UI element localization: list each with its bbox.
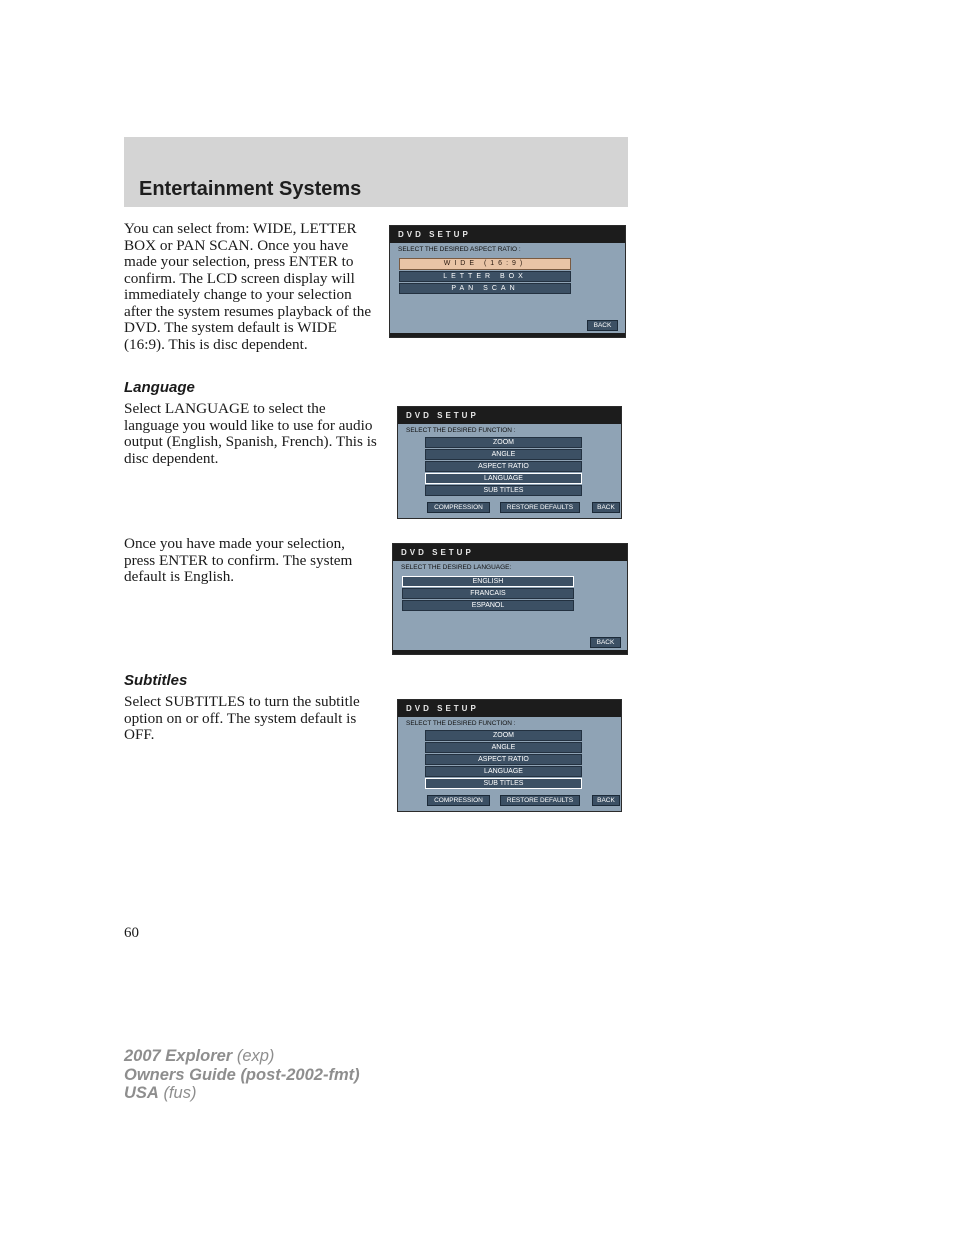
screen-title: DVD SETUP xyxy=(398,700,621,717)
aspect-ratio-paragraph: You can select from: WIDE, LETTER BOX or PAN SCAN. Once you have made your selection, press ENTER to confirm. The LCD screen display will immediately change to your selection after the system resumes playback of the DVD. The system default is WIDE (16:9). This is disc dependent. xyxy=(124,220,372,353)
page-number: 60 xyxy=(124,925,139,941)
option-aspect-ratio[interactable]: ASPECT RATIO xyxy=(425,461,582,472)
dvd-setup-subtitles-screen xyxy=(397,699,622,812)
option-pan-scan[interactable]: PAN SCAN xyxy=(399,283,571,294)
restore-defaults-button[interactable]: RESTORE DEFAULTS xyxy=(500,502,580,513)
option-angle[interactable]: ANGLE xyxy=(425,742,582,753)
section-header-band xyxy=(124,137,628,207)
section-title: Entertainment Systems xyxy=(139,178,362,200)
footer-region: USA xyxy=(124,1084,159,1102)
option-francais[interactable]: FRANCAIS xyxy=(402,588,574,599)
language-confirm-paragraph: Once you have made your selection, press ENTER to confirm. The system default is English. xyxy=(124,535,353,585)
option-english[interactable]: ENGLISH xyxy=(402,576,574,587)
screen-title: DVD SETUP xyxy=(398,407,621,424)
compression-button[interactable]: COMPRESSION xyxy=(427,795,490,806)
screen-prompt: SELECT THE DESIRED LANGUAGE: xyxy=(401,564,512,571)
dvd-setup-aspect-screen xyxy=(389,225,626,338)
back-button[interactable]: BACK xyxy=(592,502,620,513)
option-espanol[interactable]: ESPANOL xyxy=(402,600,574,611)
screen-title: DVD SETUP xyxy=(390,226,625,243)
document-footer xyxy=(124,1047,360,1103)
dvd-setup-language-screen xyxy=(392,543,628,655)
footer-model-code: (exp) xyxy=(236,1047,275,1065)
footer-region-code: (fus) xyxy=(163,1084,197,1102)
back-button[interactable]: BACK xyxy=(587,320,618,331)
screen-prompt: SELECT THE DESIRED ASPECT RATIO : xyxy=(398,246,521,253)
footer-guide: Owners Guide (post-2002-fmt) xyxy=(124,1065,360,1084)
restore-defaults-button[interactable]: RESTORE DEFAULTS xyxy=(500,795,580,806)
screen-bottom-strip xyxy=(390,333,625,337)
back-button[interactable]: BACK xyxy=(590,637,621,648)
option-language[interactable]: LANGUAGE xyxy=(425,473,582,484)
screen-bottom-strip xyxy=(393,650,627,654)
option-zoom[interactable]: ZOOM xyxy=(425,730,582,741)
subtitles-subheading: Subtitles xyxy=(124,672,188,689)
language-subheading: Language xyxy=(124,379,195,396)
option-sub-titles[interactable]: SUB TITLES xyxy=(425,485,582,496)
footer-model: 2007 Explorer xyxy=(124,1047,233,1065)
back-button[interactable]: BACK xyxy=(592,795,620,806)
screen-prompt: SELECT THE DESIRED FUNCTION : xyxy=(406,720,516,727)
dvd-setup-function-screen xyxy=(397,406,622,519)
option-aspect-ratio[interactable]: ASPECT RATIO xyxy=(425,754,582,765)
screen-title: DVD SETUP xyxy=(393,544,627,561)
subtitles-paragraph: Select SUBTITLES to turn the subtitle option on or off. The system default is OFF. xyxy=(124,693,360,743)
screen-prompt: SELECT THE DESIRED FUNCTION : xyxy=(406,427,516,434)
option-sub-titles[interactable]: SUB TITLES xyxy=(425,778,582,789)
language-paragraph: Select LANGUAGE to select the language you would like to use for audio output (English, Spanish, French). This is disc dependent. xyxy=(124,400,377,467)
compression-button[interactable]: COMPRESSION xyxy=(427,502,490,513)
option-angle[interactable]: ANGLE xyxy=(425,449,582,460)
option-language[interactable]: LANGUAGE xyxy=(425,766,582,777)
option-wide[interactable]: WIDE (16:9) xyxy=(399,258,571,270)
option-zoom[interactable]: ZOOM xyxy=(425,437,582,448)
option-letter-box[interactable]: LETTER BOX xyxy=(399,271,571,282)
